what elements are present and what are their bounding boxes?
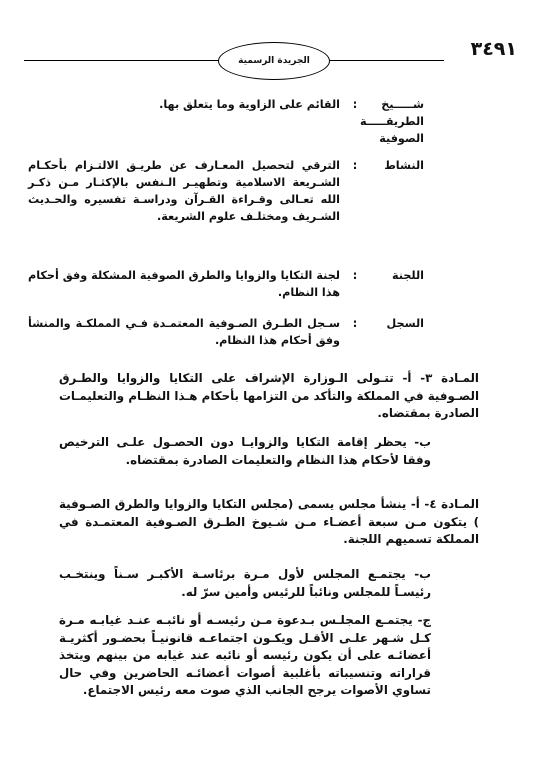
article-4-clause-a: المـادة ٤- أ- ينشأ مجلس يسمى (مجلس التكايا والزوايا والطرق الصـوفية ) يتكون مـن سبعة أعضـاء مـن شـيوخ الطـرق الصـوفية المعتمـدة في المملكة تسميهم اللجنة. [59,497,479,546]
definition-text: القائم على الزاوية وما يتعلق بها. [159,98,340,111]
definition-colon: : [352,317,358,330]
article-4-clause-c: ج- يجتمـع المجلـس بـدعوة مـن رئيسـه أو نائبـه عنـد غيابـه مـرة كـل شـهر علـى الأقـل ويكـون اجتماعـه قانونيـاً بحضـور أكثريـة أعضائـه على أن يكون رئيسه أو نائبه عند غيابه من بينهم ويتخذ قراراته وتنسيباته بأغلبية أصوات أعضائـه الحاضرين وفي حال تساوي الأصوات يرجح الجانب الذي صوت معه رئيس الاجتماع. [59,613,431,697]
gazette-title-oval [218,42,330,80]
definition-text: سـجل الطـرق الصـوفية المعتمـدة فـي المملكـة والمنشأ وفق أحكام هذا النظام. [28,317,340,347]
article-3-clause-b: ب- يحظر إقامة التكايا والزوايـا دون الحصـول علـى الترخيص وفقا لأحكام هذا النظام والتعليمات الصادرة بمقتضاه. [59,435,431,467]
definition-text: لجنة التكايا والزوايا والطرق الصوفية المشكلة وفق أحكام هذا النظام. [28,269,340,299]
definition-colon: : [352,159,358,172]
definition-text: الترقي لتحصيل المعـارف عن طريـق الالتـزام بأحكـام الشـريعة الاسلامية وتطهيـر الـنفس بالإكثـار مـن ذكـر الله تعـالى وقـراءة القـرآن ودراسـة تفسيره والحـديث الشـريف ومختلـف علوم الشريعة. [28,159,340,223]
definition-term: اللجنة [391,269,424,282]
definition-colon: : [352,98,358,111]
article-4-clause-b: ب- يجتمـع المجلس لأول مـرة برئاسـة الأكبـر سـناً وينتخـب رئيسـاً للمجلس ونائباً للرئيس وأمين سرّ له. [59,567,431,599]
definition-term: شـــــيخ الطريقـــــة الصوفية [359,98,424,145]
definition-term: النشاط [384,159,424,172]
definition-term: السجل [386,317,424,330]
definition-colon: : [352,269,358,282]
article-3-clause-a: المـادة ٣- أ- تتـولى الـوزارة الإشراف على التكايا والزوايا والطـرق الصـوفية في المملكة والتأكد من التزامها بأحكام هـذا النظـام والتعليمـات الصادرة بمقتضاه. [59,371,479,420]
page-number: ٣٤٩١ [470,38,517,60]
gazette-title: الجريدة الرسمية [238,56,310,66]
